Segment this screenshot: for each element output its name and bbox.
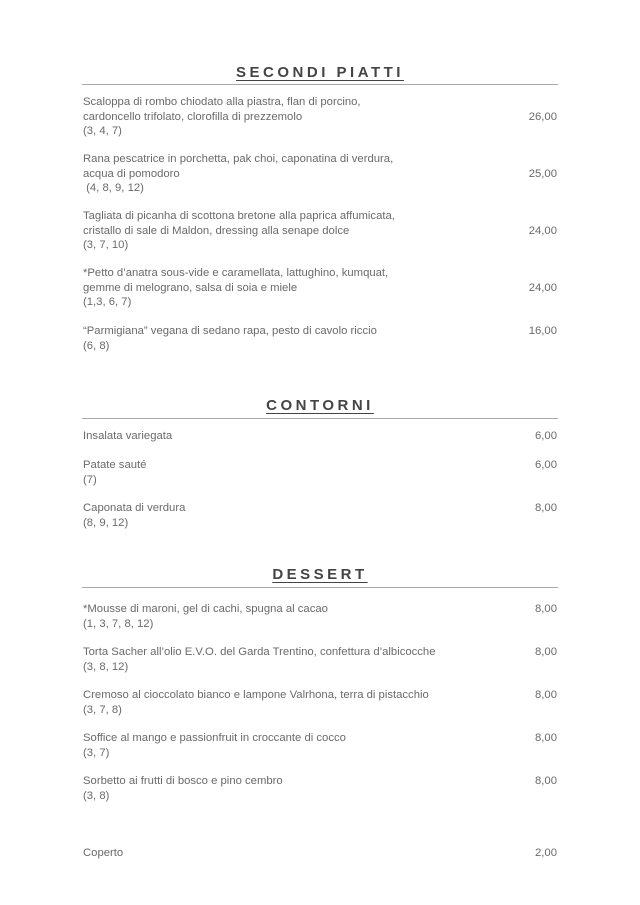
menu-item xyxy=(83,429,557,444)
dish-description: gemme di melograno, salsa di soia e miele xyxy=(83,281,298,294)
allergens: (6, 8) xyxy=(83,339,110,352)
allergens: (3, 4, 7) xyxy=(83,125,122,137)
section-title: DESSERT xyxy=(272,566,368,583)
dish-description: Sorbetto ai frutti di bosco e pino cembro xyxy=(83,775,283,787)
price: 6,00 xyxy=(535,430,557,442)
coperto-row xyxy=(83,846,557,861)
price: 8,00 xyxy=(535,603,557,615)
allergens: (3, 7, 10) xyxy=(83,239,129,251)
menu-item xyxy=(83,731,557,760)
allergens: (3, 7) xyxy=(83,746,110,759)
allergens: (3, 8) xyxy=(83,789,110,802)
dish-description: *Mousse di maroni, gel di cachi, spugna al cacao xyxy=(83,603,328,615)
menu-item xyxy=(83,774,557,803)
dish-description: Tagliata di picanha di scottona bretone alla paprica affumicata, xyxy=(83,210,395,222)
coperto-label: Coperto xyxy=(83,847,124,859)
menu-item xyxy=(83,266,557,310)
menu-item xyxy=(83,458,557,487)
allergens: (3, 7, 8) xyxy=(83,703,122,716)
allergens: (3, 8, 12) xyxy=(83,660,129,673)
price: 8,00 xyxy=(535,646,557,658)
price: 8,00 xyxy=(535,502,557,514)
allergens: (1,3, 6, 7) xyxy=(83,296,132,308)
section-title: SECONDI PIATTI xyxy=(236,64,404,81)
allergens: (8, 9, 12) xyxy=(83,516,129,529)
price: 26,00 xyxy=(528,110,557,123)
dish-description: Scaloppa di rombo chiodato alla piastra, flan di porcino, xyxy=(83,96,361,108)
coperto-price: 2,00 xyxy=(535,847,557,859)
allergens: (7) xyxy=(83,473,97,486)
price: 8,00 xyxy=(535,732,557,744)
menu-item xyxy=(83,152,557,196)
allergens: (1, 3, 7, 8, 12) xyxy=(83,617,154,630)
section-divider xyxy=(82,418,558,419)
menu-item xyxy=(83,209,557,253)
menu-item xyxy=(83,602,557,631)
price: 8,00 xyxy=(535,775,557,787)
section-title: CONTORNI xyxy=(266,397,374,414)
dish-description: *Petto d’anatra sous-vide e caramellata, lattughino, kumquat, xyxy=(83,267,389,279)
dish-description: Patate sauté xyxy=(83,459,147,471)
menu-item xyxy=(83,95,557,139)
section-divider xyxy=(82,587,558,588)
allergens: (4, 8, 9, 12) xyxy=(83,182,144,194)
price: 24,00 xyxy=(528,281,557,294)
dish-description: Cremoso al cioccolato bianco e lampone Valrhona, terra di pistacchio xyxy=(83,689,429,701)
menu-item xyxy=(83,501,557,530)
dish-description: Rana pescatrice in porchetta, pak choi, caponatina di verdura, xyxy=(83,153,394,165)
menu-item xyxy=(83,645,557,674)
dish-description: cardoncello trifolato, clorofilla di prezzemolo xyxy=(83,110,303,123)
price: 8,00 xyxy=(535,689,557,701)
dish-description: Torta Sacher all’olio E.V.O. del Garda Trentino, confettura d’albicocche xyxy=(83,646,436,658)
price: 24,00 xyxy=(528,224,557,237)
dish-description: Caponata di verdura xyxy=(83,502,186,514)
dish-description: Insalata variegata xyxy=(83,430,173,442)
menu-item xyxy=(83,688,557,717)
dish-description: cristallo di sale di Maldon, dressing alla senape dolce xyxy=(83,224,350,237)
section-divider xyxy=(82,84,558,85)
price: 25,00 xyxy=(528,167,557,180)
menu-item xyxy=(83,324,557,353)
price: 16,00 xyxy=(528,325,557,337)
price: 6,00 xyxy=(535,459,557,471)
dish-description: Soffice al mango e passionfruit in croccante di cocco xyxy=(83,732,346,744)
dish-description: “Parmigiana” vegana di sedano rapa, pesto di cavolo riccio xyxy=(83,325,377,337)
dish-description: acqua di pomodoro xyxy=(83,167,180,180)
